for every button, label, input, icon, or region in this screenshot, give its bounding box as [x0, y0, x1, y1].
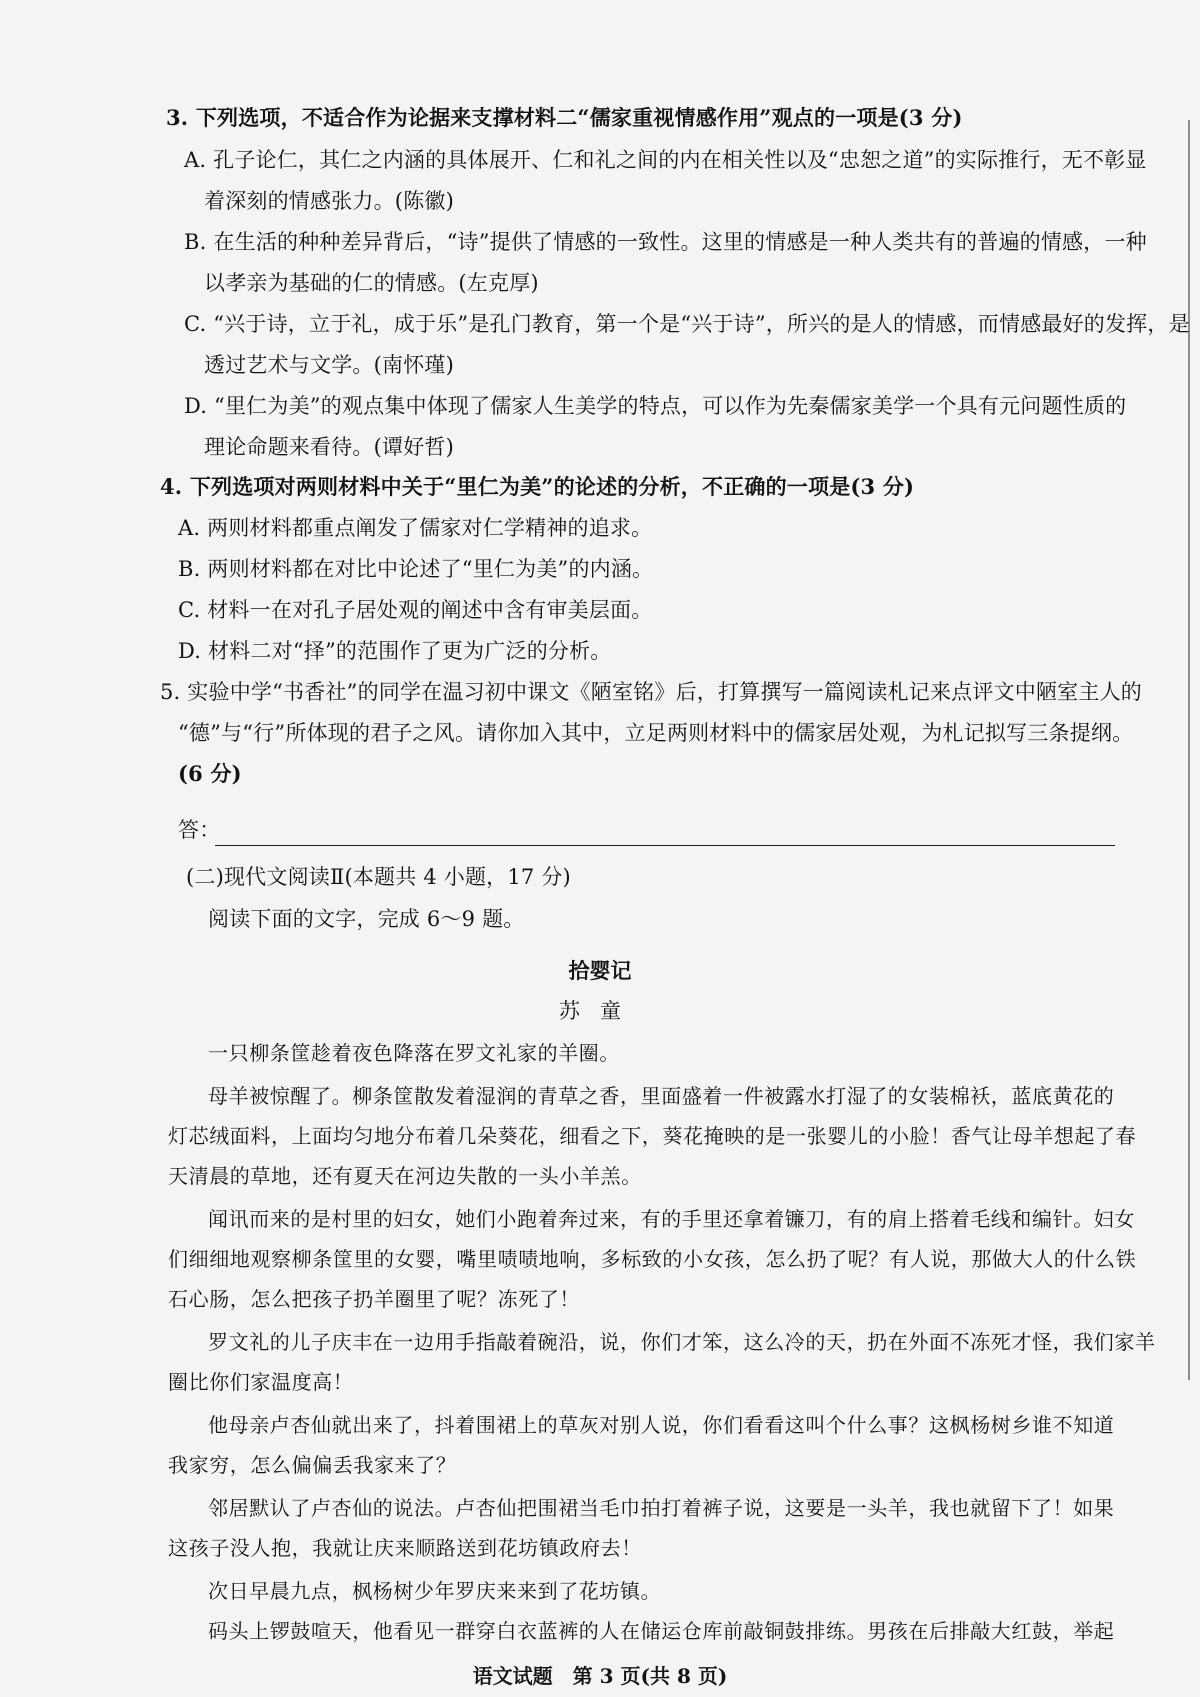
q3-stem: 3. 下列选项，不适合作为论据来支撑材料二“儒家重视情感作用”观点的一项是(3 分) [166, 105, 963, 130]
q5-answer-label: 答： [178, 818, 221, 842]
article-paragraph-1: 一只柳条筐趁着夜色降落在罗文礼家的羊圈。 [208, 1041, 620, 1065]
q3-option-c-line1: C. “兴于诗，立于礼，成于乐”是孔门教育，第一个是“兴于诗”，所兴的是人的情感，而情感最好的发挥，是 [184, 312, 1190, 336]
q4-stem: 4. 下列选项对两则材料中关于“里仁为美”的论述的分析，不正确的一项是(3 分) [160, 474, 915, 499]
article-title: 拾婴记 [568, 958, 632, 983]
article-paragraph-7: 次日早晨九点，枫杨树少年罗庆来来到了花坊镇。 [208, 1579, 662, 1603]
q4-option-a: A. 两则材料都重点阐发了儒家对仁学精神的追求。 [178, 516, 653, 540]
q5-points: (6 分) [178, 761, 242, 786]
section-heading: (二)现代文阅读Ⅱ(本题共 4 小题，17 分) [186, 865, 571, 889]
q3-option-a-line2: 着深刻的情感张力。(陈徽) [204, 189, 454, 213]
q3-option-a-line1: A. 孔子论仁，其仁之内涵的具体展开、仁和礼之间的内在相关性以及“忠恕之道”的实际推行，无不彰显 [184, 148, 1147, 172]
q3-option-c-line2: 透过艺术与文学。(南怀瑾) [204, 353, 454, 377]
article-paragraph-6-line2: 这孩子没人抱，我就让庆来顺路送到花坊镇政府去！ [168, 1536, 642, 1560]
article-paragraph-2-line1: 母羊被惊醒了。柳条筐散发着湿润的青草之香，里面盛着一件被露水打湿了的女装棉袄，蓝底黄花的 [208, 1084, 1115, 1108]
q3-option-d-line1: D. “里仁为美”的观点集中体现了儒家人生美学的特点，可以作为先秦儒家美学一个具有元问题性质的 [184, 394, 1127, 418]
article-paragraph-3-line1: 闻讯而来的是村里的妇女，她们小跑着奔过来，有的手里还拿着镰刀，有的肩上搭着毛线和编针。妇女 [208, 1207, 1135, 1231]
q4-option-c: C. 材料一在对孔子居处观的阐述中含有审美层面。 [178, 598, 653, 622]
q5-line1: 5. 实验中学“书香社”的同学在温习初中课文《陋室铭》后，打算撰写一篇阅读札记来点评文中陋室主人的 [160, 680, 1142, 704]
article-paragraph-2-line3: 天清晨的草地，还有夏天在河边失散的一头小羊羔。 [168, 1164, 642, 1188]
article-paragraph-5-line2: 我家穷，怎么偏偏丢我家来了？ [168, 1453, 457, 1477]
article-paragraph-4-line1: 罗文礼的儿子庆丰在一边用手指敲着碗沿，说，你们才笨，这么冷的天，扔在外面不冻死才怪，我们家羊 [208, 1330, 1156, 1354]
article-paragraph-4-line2: 圈比你们家温度高！ [168, 1370, 354, 1394]
q3-option-b-line2: 以孝亲为基础的仁的情感。(左克厚) [204, 271, 539, 295]
q4-option-d: D. 材料二对“择”的范围作了更为广泛的分析。 [178, 639, 612, 663]
section-instruction: 阅读下面的文字，完成 6～9 题。 [208, 907, 525, 931]
q4-option-b: B. 两则材料都在对比中论述了“里仁为美”的内涵。 [178, 557, 654, 581]
article-author: 苏童 [559, 999, 641, 1023]
article-paragraph-5-line1: 他母亲卢杏仙就出来了，抖着围裙上的草灰对别人说，你们看看这叫个什么事？这枫杨树乡谁不知道 [208, 1413, 1115, 1437]
article-paragraph-3-line3: 石心肠，怎么把孩子扔羊圈里了呢？冻死了！ [168, 1287, 580, 1311]
q5-line2: “德”与“行”所体现的君子之风。请你加入其中，立足两则材料中的儒家居处观，为札记拟写三条提纲。 [178, 721, 1134, 745]
article-paragraph-8: 码头上锣鼓喧天，他看见一群穿白衣蓝裤的人在储运仓库前敲铜鼓排练。男孩在后排敲大红鼓，举起 [208, 1619, 1115, 1643]
article-paragraph-6-line1: 邻居默认了卢杏仙的说法。卢杏仙把围裙当毛巾拍打着裤子说，这要是一头羊，我也就留下了！如果 [208, 1496, 1115, 1520]
q3-option-b-line1: B. 在生活的种种差异背后，“诗”提供了情感的一致性。这里的情感是一种人类共有的普遍的情感，一种 [184, 230, 1147, 254]
q3-option-d-line2: 理论命题来看待。(谭好哲) [204, 435, 454, 459]
page-footer: 语文试题 第 3 页(共 8 页) [472, 1664, 728, 1688]
article-paragraph-3-line2: 们细细地观察柳条筐里的女婴，嘴里啧啧地响，多标致的小女孩，怎么扔了呢？有人说，那做大人的什么铁 [168, 1247, 1137, 1271]
q5-answer-line[interactable] [215, 845, 1115, 846]
article-paragraph-2-line2: 灯芯绒面料，上面均匀地分布着几朵葵花，细看之下，葵花掩映的是一张婴儿的小脸！香气让母羊想起了春 [168, 1124, 1137, 1148]
